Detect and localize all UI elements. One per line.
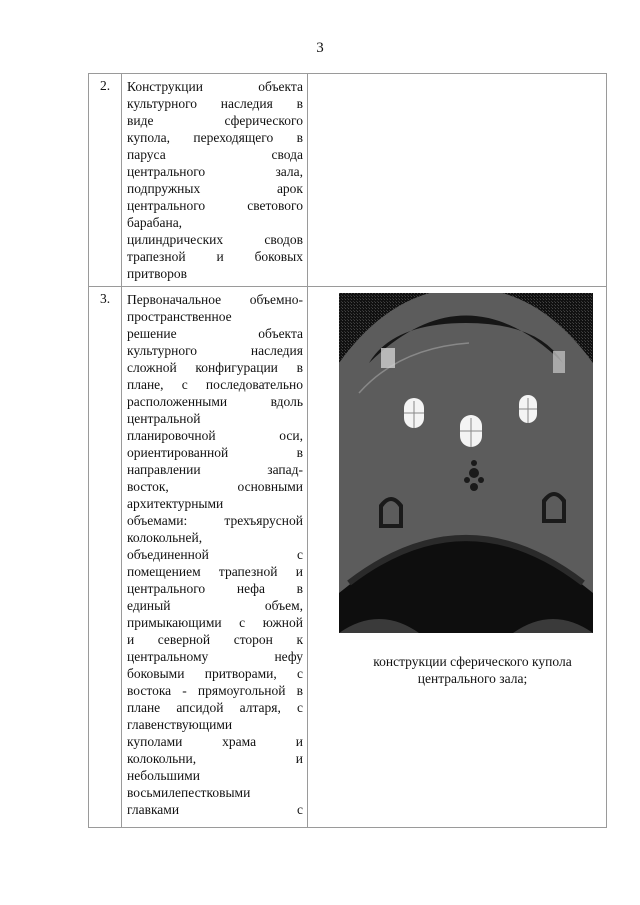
medallion-left: [379, 497, 403, 528]
description-line: единый объем,: [127, 598, 303, 613]
drum-window-right: [519, 395, 537, 423]
description-line: главками с: [127, 802, 303, 817]
description-line: пространственное: [127, 309, 232, 324]
description-line: примыкающими с южной: [127, 615, 303, 630]
description-line: трапезной и боковых: [127, 249, 303, 264]
description-line: колокольней,: [127, 530, 203, 545]
description-line: Первоначальное объемно-: [127, 292, 303, 307]
description-line: центральной: [127, 411, 201, 426]
dome-photo: [339, 293, 593, 633]
description-line: барабана,: [127, 215, 183, 230]
description-line: центрального зала,: [127, 164, 303, 179]
description-line: виде сферического: [127, 113, 303, 128]
description-line: боковыми притворами, с: [127, 666, 303, 681]
description-line: притворов: [127, 266, 188, 281]
description-line: восток, основными: [127, 479, 303, 494]
page-number: 3: [316, 40, 324, 56]
description-line: ориентированной в: [127, 445, 303, 460]
drum-window-left: [404, 398, 424, 428]
drum-window-center: [460, 415, 482, 447]
description-line: сложной конфигурации в: [127, 360, 303, 375]
description-line: купола, переходящего в: [127, 130, 303, 145]
description-line: главенствующими: [127, 717, 233, 732]
description-line: объединенной с: [127, 547, 303, 562]
row-number: 3.: [89, 287, 122, 828]
row-illustration: [308, 287, 607, 828]
description-line: Конструкции объекта: [127, 79, 303, 94]
description-line: и северной сторон к: [127, 632, 303, 647]
description-line: восьмилепестковыми: [127, 785, 251, 800]
figure: [308, 287, 606, 687]
description-line: колокольни, и: [127, 751, 303, 766]
description-line: культурного наследия: [127, 343, 303, 358]
description-line: направлении запад-: [127, 462, 303, 477]
row-description: [122, 74, 308, 287]
description-line: планировочной оси,: [127, 428, 303, 443]
figure-caption: конструкции сферического купола центрального зала;: [373, 654, 572, 686]
light-patch-left: [381, 348, 395, 368]
table-row: [89, 74, 607, 287]
description-line: решение объекта: [127, 326, 303, 341]
description-line: объемами: трехъярусной: [127, 513, 303, 528]
description-line: плане апсидой алтаря, с: [127, 700, 303, 715]
description-line: помещением трапезной и: [127, 564, 303, 579]
description-line: центральному нефу: [127, 649, 303, 664]
description-line: архитектурными: [127, 496, 224, 511]
description-line: цилиндрических сводов: [127, 232, 303, 247]
description-line: куполами храма и: [127, 734, 303, 749]
description-line: востока - прямоугольной в: [127, 683, 303, 698]
row-description: [122, 287, 308, 828]
description-line: расположенными вдоль: [127, 394, 303, 409]
description-line: подпружных арок: [127, 181, 303, 196]
description-line: паруса свода: [127, 147, 303, 162]
medallion-right: [542, 492, 566, 523]
description-line: небольшими: [127, 768, 200, 783]
light-patch-right: [553, 351, 565, 373]
description-line: культурного наследия в: [127, 96, 303, 111]
description-line: центрального светового: [127, 198, 303, 213]
heritage-table: [88, 73, 607, 828]
row-illustration-empty: [308, 74, 607, 287]
description-line: центрального нефа в: [127, 581, 303, 596]
description-line: плане, с последовательно: [127, 377, 303, 392]
row-number: 2.: [89, 74, 122, 287]
table-row: [89, 287, 607, 828]
